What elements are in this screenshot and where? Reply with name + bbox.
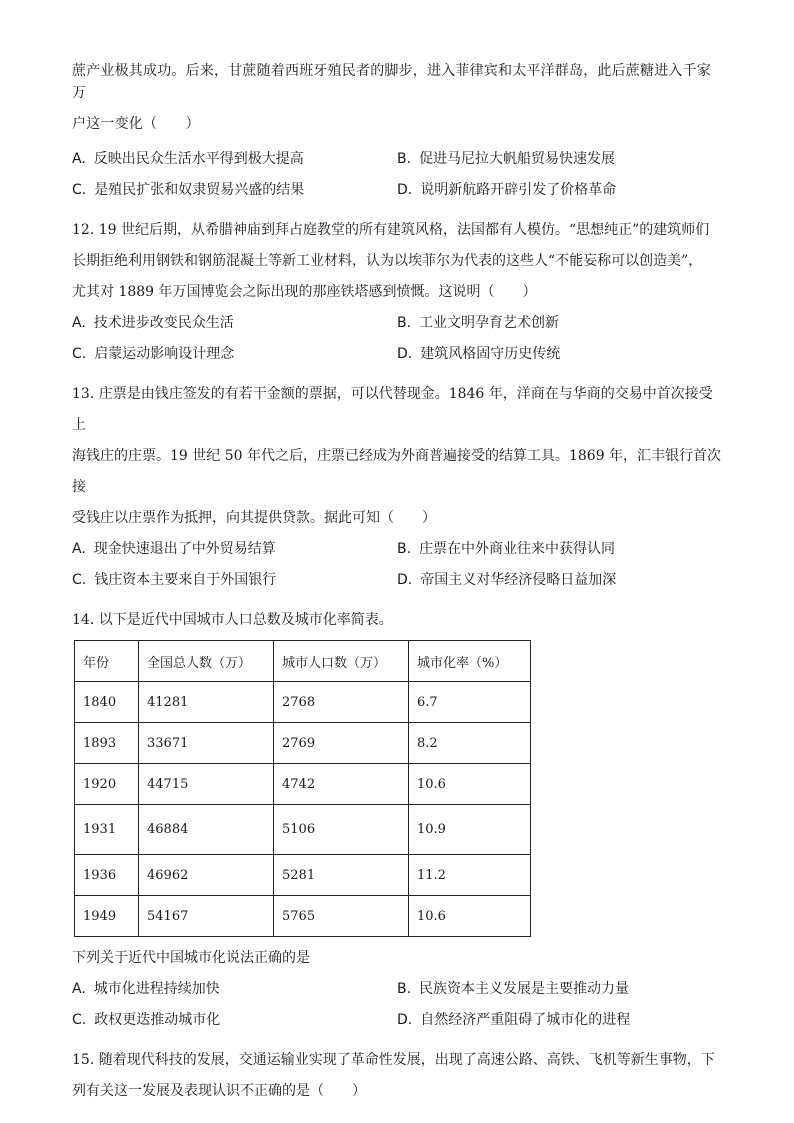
question-14	[72, 605, 722, 1036]
table-row	[75, 723, 531, 764]
option-b[interactable]: B. 工业文明孕育艺术创新	[397, 315, 560, 331]
option-a[interactable]: A. 现金快速退出了中外贸易结算	[72, 541, 276, 557]
table-cell: 1931	[75, 805, 139, 855]
table-cell: 10.6	[409, 896, 531, 937]
option-c[interactable]: C. 政权更迭推动城市化	[72, 1012, 221, 1028]
table-cell: 4742	[274, 764, 409, 805]
stem-line: 13. 庄票是由钱庄签发的有若干金额的票据，可以代替现金。1846 年，洋商在与华商的交易中首次接受上	[72, 386, 713, 433]
question-12-options	[72, 308, 722, 370]
header-cell: 年份	[75, 641, 139, 682]
option-b[interactable]: B. 民族资本主义发展是主要推动力量	[397, 981, 630, 997]
option-d[interactable]: D. 自然经济严重阻碍了城市化的进程	[397, 1012, 631, 1028]
table-cell: 1936	[75, 855, 139, 896]
table-cell: 10.9	[409, 805, 531, 855]
table-row	[75, 855, 531, 896]
stem-line: 尤其对 1889 年万国博览会之际出现的那座铁塔感到愤慨。这说明（ ）	[72, 284, 537, 300]
stem-line: 户这一变化（ ）	[72, 116, 200, 132]
stem-line: 蔗产业极其成功。后来，甘蔗随着西班牙殖民者的脚步，进入菲律宾和太平洋群岛，此后蔗糖进入千家万	[72, 63, 711, 101]
table-cell: 44715	[139, 764, 274, 805]
option-b[interactable]: B. 庄票在中外商业往来中获得认同	[397, 541, 616, 557]
table-cell: 6.7	[409, 682, 531, 723]
urbanization-table	[74, 640, 531, 937]
table-cell: 33671	[139, 723, 274, 764]
option-c[interactable]: C. 钱庄资本主要来自于外国银行	[72, 572, 277, 588]
table-cell: 5765	[274, 896, 409, 937]
table-cell: 1920	[75, 764, 139, 805]
table-cell: 8.2	[409, 723, 531, 764]
table-row	[75, 764, 531, 805]
table-cell: 41281	[139, 682, 274, 723]
option-b[interactable]: B. 促进马尼拉大帆船贸易快速发展	[397, 151, 616, 167]
table-row	[75, 805, 531, 855]
table-cell: 1840	[75, 682, 139, 723]
option-d[interactable]: D. 帝国主义对华经济侵略日益加深	[397, 572, 617, 588]
question-12	[72, 215, 722, 370]
table-cell: 10.6	[409, 764, 531, 805]
table-cell: 54167	[139, 896, 274, 937]
question-11-options	[72, 144, 722, 206]
header-cell: 全国总人数（万）	[139, 641, 274, 682]
option-a[interactable]: A. 技术进步改变民众生活	[72, 315, 234, 331]
exam-page	[72, 60, 722, 1116]
table-cell: 11.2	[409, 855, 531, 896]
table-cell: 1893	[75, 723, 139, 764]
stem-line: 12. 19 世纪后期，从希腊神庙到拜占庭教堂的所有建筑风格，法国都有人模仿。“思想纯正”的建筑师们	[72, 222, 710, 238]
question-14-options	[72, 974, 722, 1036]
option-a[interactable]: A. 城市化进程持续加快	[72, 981, 220, 997]
question-13	[72, 379, 722, 596]
stem-line: 列有关这一发展及表现认识不正确的是（ ）	[72, 1083, 366, 1099]
option-d[interactable]: D. 说明新航路开辟引发了价格革命	[397, 182, 617, 198]
stem-line: 海钱庄的庄票。19 世纪 50 年代之后，庄票已经成为外商普遍接受的结算工具。1869 年，汇丰银行首次接	[72, 448, 722, 495]
stem-line: 15. 随着现代科技的发展，交通运输业实现了革命性发展，出现了高速公路、高铁、飞机等新生事物，下	[72, 1052, 715, 1068]
table-row	[75, 896, 531, 937]
stem-line: 14. 以下是近代中国城市人口总数及城市化率简表。	[72, 612, 393, 628]
table-cell: 5106	[274, 805, 409, 855]
table-header-row	[75, 641, 531, 682]
question-15	[72, 1045, 722, 1107]
option-d[interactable]: D. 建筑风格固守历史传统	[397, 346, 561, 362]
option-c[interactable]: C. 启蒙运动影响设计理念	[72, 346, 235, 362]
option-c[interactable]: C. 是殖民扩张和奴隶贸易兴盛的结果	[72, 182, 305, 198]
header-cell: 城市化率（%）	[409, 641, 531, 682]
question-13-options	[72, 534, 722, 596]
table-cell: 46884	[139, 805, 274, 855]
header-cell: 城市人口数（万）	[274, 641, 409, 682]
table-cell: 2769	[274, 723, 409, 764]
stem-line: 下列关于近代中国城市化说法正确的是	[72, 950, 310, 966]
question-11-stem	[72, 60, 722, 135]
stem-line: 受钱庄以庄票作为抵押，向其提供贷款。据此可知（ ）	[72, 510, 436, 526]
table-cell: 1949	[75, 896, 139, 937]
option-a[interactable]: A. 反映出民众生活水平得到极大提高	[72, 151, 304, 167]
table-cell: 5281	[274, 855, 409, 896]
table-cell: 2768	[274, 682, 409, 723]
table-cell: 46962	[139, 855, 274, 896]
stem-line: 长期拒绝利用钢铁和钢筋混凝土等新工业材料，认为以埃菲尔为代表的这些人“不能妄称可以创造美”，	[72, 253, 703, 269]
table-row	[75, 682, 531, 723]
